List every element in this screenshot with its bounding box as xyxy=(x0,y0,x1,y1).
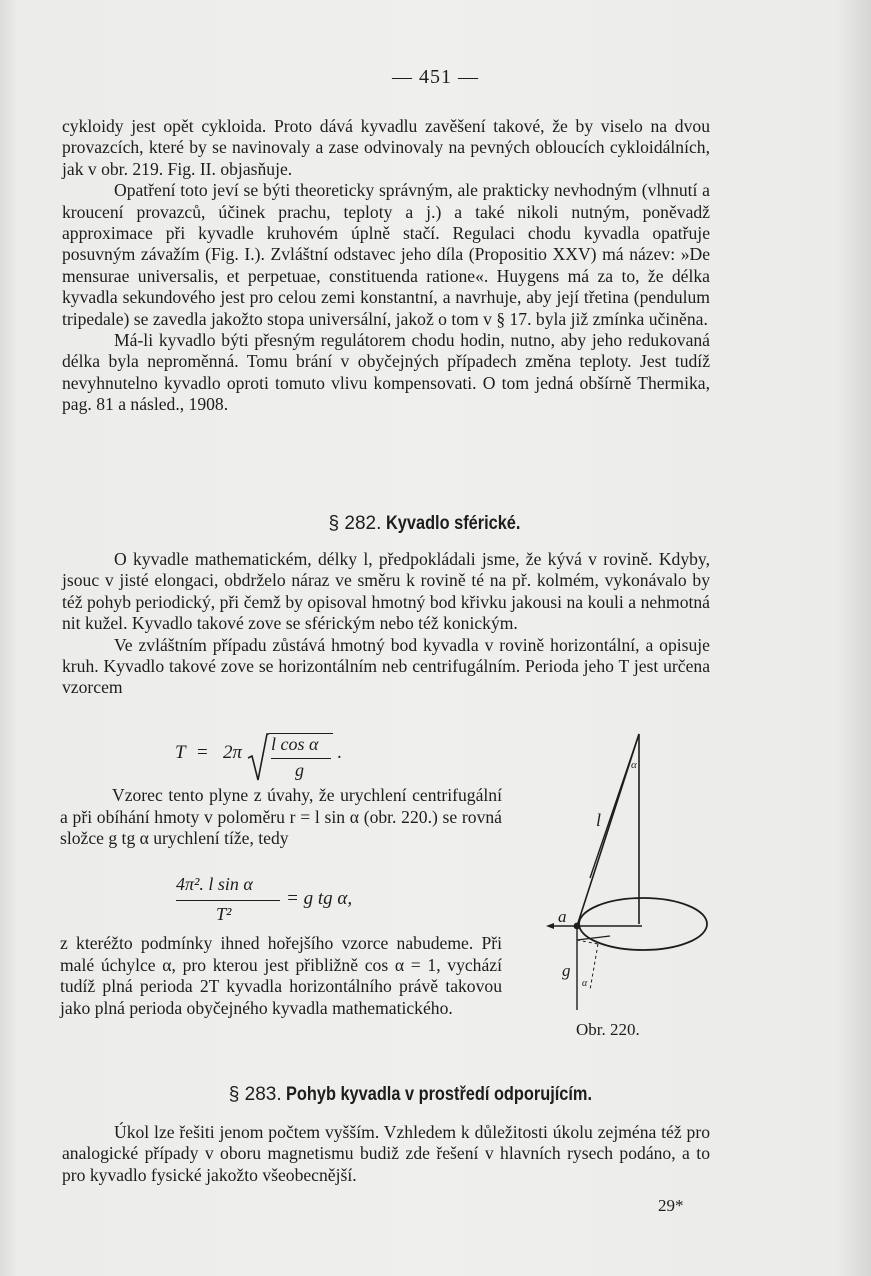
sqrt-sign xyxy=(247,732,269,784)
signature-mark: 29* xyxy=(658,1196,684,1215)
section-282-paragraph-3: Vzorec tento plyne z úvahy, že urychlení centrifugální a při obíhání hmoty v poloměru r = l sin α (obr. 220.) se rovná složce g tg α urychlení tíže, tedy xyxy=(60,785,502,849)
dashed-vertical-line xyxy=(590,944,598,990)
figure-label-g: g xyxy=(562,961,571,980)
section-282-paragraph-4: z kteréžto podmínky ihned hořejšího vzorce nabudeme. Při malé úchylce α, pro kterou jest přibližně cos α = 1, vychází tudíž plná perioda 2T kyvadla horizontálního právě takovou jako plná perioda obyčejného kyvadla mathematického. xyxy=(60,933,502,1018)
intro-text xyxy=(62,116,710,416)
cone-left-line xyxy=(590,734,639,878)
section-282-number: § 282. xyxy=(328,513,382,534)
section-282-paragraph-2: Ve zvláštním případu zůstává hmotný bod kyvadla v rovině horizontální, a opisuje kruh. Kyvadlo takové zove se horizontálním neb centrifugálním. Perioda jeho T jest určena vzorcem xyxy=(62,634,710,698)
radius-arrow-head xyxy=(546,923,554,929)
circular-path-ellipse xyxy=(579,898,707,950)
figure-label-alpha-bottom: α xyxy=(582,978,588,989)
section-283-number: § 283. xyxy=(228,1084,282,1105)
figure-label-l: l xyxy=(596,810,602,830)
period-formula: T = 2π l cos α g . xyxy=(175,732,415,788)
section-283-title: Pohyb kyvadla v prostředí odporujícím. xyxy=(286,1084,593,1105)
figure-caption: Obr. 220. xyxy=(576,1020,640,1039)
pendulum-bob xyxy=(574,923,581,930)
intro-paragraph-2: Opatření toto jeví se býti theoreticky správným, ale prakticky nevhodným (vlhnutí a kroucení provazců, účinek prachu, teploty a j.) a také nikoli nutným, poněvadž approximace při kyvadle kruhovém úplně stačí. Regulaci chodu kyvadla opatřuje posuvným závažím (Fig. I.). Zvláštní odstavec jeho díla (Propositio XXV) má název: »De mensurae universalis, et perpetuae, constituenda ratione«. Huygens má za to, že délka kyvadla sekundového jest pro celou zemi konstantní, a navrhuje, aby její třetina (pendulum tripedale) se zavedla jakožto stopa universální, jakož o tom v § 17. byla již zmínka učiněna. xyxy=(62,180,710,329)
figure-label-alpha-top: α xyxy=(631,759,637,771)
formula1-denominator: g xyxy=(295,760,304,780)
section-283-text xyxy=(62,1122,710,1186)
formula2-numerator: 4π². l sin α xyxy=(176,874,253,894)
section-282-paragraph-1: O kyvadle mathematickém, délky l, předpokládali jsme, že kývá v rovině. Kdyby, jsouc v jisté elongaci, obdrželo náraz ve směru k rovině té na př. kolmém, vykonávalo by též pohyb periodický, při čemž by opisoval hmotný bod křivku jakousi na kouli a nehmotná nit kužel. Kyvadlo takové zove se sférickým nebo též konickým. xyxy=(62,549,710,634)
page-number: — 451 — xyxy=(392,66,479,88)
formula1-numerator: l cos α xyxy=(271,734,319,754)
centrifugal-formula xyxy=(176,874,416,932)
section-282-heading xyxy=(0,513,871,535)
intro-paragraph-1: cykloidy jest opět cykloida. Proto dává kyvadlu zavěšení takové, že by viselo na dvou provazcích, které by se navinovaly a zase odvinovaly na pevných obloucích cykloidálních, jak v obr. 219. Fig. II. objasňuje. xyxy=(62,116,710,179)
figure-220-diagram xyxy=(520,728,720,1018)
section-282-text xyxy=(62,549,710,699)
figure-label-a: a xyxy=(558,907,567,926)
formula2-rhs: = g tg α, xyxy=(286,888,353,909)
section-282-title: Kyvadlo sférické. xyxy=(386,513,521,534)
formula1-lhs: T xyxy=(175,742,186,763)
section-283-heading xyxy=(0,1084,871,1106)
intro-paragraph-3: Má-li kyvadlo býti přesným regulátorem chodu hodin, nutno, aby jeho redukovaná délka byla neproměnná. Tomu brání v obyčejných případech změna teploty. Jest tudíž nevyhnutelno kyvadlo oproti tomuto vlivu kompensovati. O tom jedná obšírně Thermika, pag. 81 a násled., 1908. xyxy=(62,330,710,415)
section-283-paragraph: Úkol lze řešiti jenom počtem vyšším. Vzhledem k důležitosti úkolu zejména též pro analogické případy v oboru magnetismu budiž zde řešení v hlavních rysech podáno, a to pro kyvadlo fysické jakožto všeobecnější. xyxy=(62,1122,710,1185)
formula2-denominator: T² xyxy=(216,904,232,924)
formula1-coef: 2π xyxy=(223,742,243,763)
